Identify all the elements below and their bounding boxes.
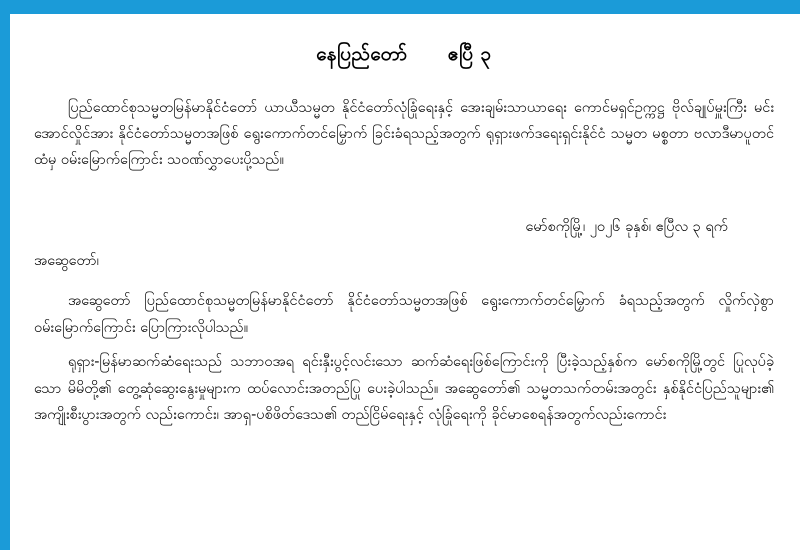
document-content — [10, 18, 800, 550]
paragraph-relations: ရုရှား-မြန်မာဆက်ဆံရေးသည် သဘာဝအရ ရင်းနှီးပွင့်လင်းသော ဆက်ဆံရေးဖြစ်ကြောင်းကို ပြီးခဲ့သည့်နှစ်က မော်စကိုမြို့တွင် ပြုလုပ်ခဲ့သော မိမိတို့၏ တွေ့ဆုံဆွေးနွေးမှုများက ထပ်လောင်းအတည်ပြု ပေးခဲ့ပါသည်။ အဆွေတော်၏ သမ္မတသက်တမ်းအတွင်း နှစ်နိုင်ငံပြည်သူများ၏ အကျိုးစီးပွားအတွက် လည်းကောင်း၊ အာရှ-ပစိဖိတ်ဒေသ၏ တည်ငြိမ်ရေးနှင့် လုံခြုံရေးကို ခိုင်မာစေရန်အတွက်လည်းကောင်း — [34, 354, 774, 423]
paragraph-congratulation: အဆွေတော် ပြည်ထောင်စုသမ္မတမြန်မာနိုင်ငံတော် နိုင်ငံတော်သမ္မတအဖြစ် ရွေးကောက်တင်မြှောက် ခံရသည့်အတွက် လှိုက်လှဲစွာဝမ်းမြောက်ကြောင်း ပြောကြားလိုပါသည်။ — [34, 293, 774, 336]
spacer-after-dateline — [34, 240, 774, 248]
spacer-after-title — [34, 69, 774, 95]
spacer-between-paragraphs — [34, 341, 774, 349]
salutation: အဆွေတော်၊ — [34, 253, 99, 269]
spacer-after-lead — [34, 174, 774, 200]
left-accent-band — [0, 0, 10, 550]
page-title-date: ဧပြီ ၃ — [447, 43, 492, 65]
paragraph-lead: ပြည်ထောင်စုသမ္မတမြန်မာနိုင်ငံတော် ယာယီသမ္မတ နိုင်ငံတော်လုံခြုံရေးနှင့် အေးချမ်းသာယာရေး ကောင်မရှင်ဥက္ကဋ္ဌ ဗိုလ်ချုပ်မှူးကြီး မင်းအောင်လှိုင်အား နိုင်ငံတော်သမ္မတအဖြစ် ရွေးကောက်တင်မြှောက် ခြင်းခံရသည့်အတွက် ရုရှားဖက်ဒရေးရှင်းနိုင်ငံ သမ္မတ မစ္စတာ ဗလာဒီမာပူတင် ထံမှ ဝမ်းမြောက်ကြောင်း သဝဏ်လွှာပေးပို့သည်။ — [34, 99, 774, 169]
spacer-before-dateline — [34, 200, 774, 214]
page-title — [34, 40, 774, 69]
page-title-location: နေပြည်တော် — [316, 43, 408, 65]
dateline: မော်စကိုမြို့၊ ၂၀၂၆ ခုနှစ်၊ ဧပြီလ ၃ ရက် — [525, 218, 728, 235]
top-accent-band — [10, 0, 800, 14]
spacer-after-salutation — [34, 274, 774, 288]
